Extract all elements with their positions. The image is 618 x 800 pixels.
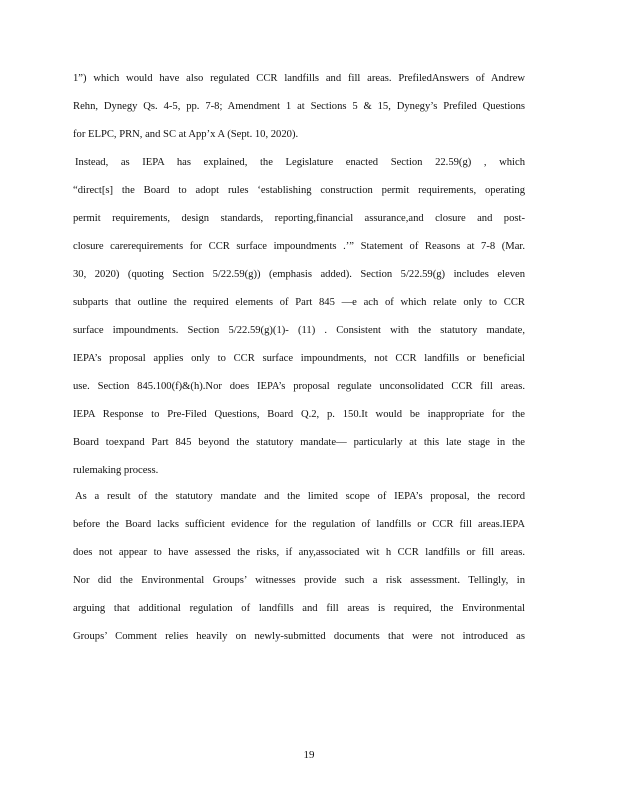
text-line: As a result of the statutory mandate and the limited scope of IEPA’s proposal, the record (75, 491, 525, 502)
text-line: permit requirements, design standards, reporting,financial assurance,and closure and post- (73, 213, 525, 224)
text-line: before the Board lacks sufficient evidence for the regulation of landfills or CCR fill areas.IEPA (73, 519, 525, 530)
page-number: 19 (303, 749, 315, 761)
text-line: use. Section 845.100(f)&(h).Nor does IEPA’s proposal regulate unconsolidated CCR fill areas. (73, 381, 525, 392)
text-line: arguing that additional regulation of landfills and fill areas is required, the Environmental (73, 603, 525, 614)
text-line: does not appear to have assessed the risks, if any,associated wit h CCR landfills or fill areas. (73, 547, 525, 558)
text-line: Instead, as IEPA has explained, the Legislature enacted Section 22.59(g) , which (75, 157, 525, 168)
text-line: Board toexpand Part 845 beyond the statutory mandate— particularly at this late stage in the (73, 437, 525, 448)
text-line: IEPA Response to Pre-Filed Questions, Board Q.2, p. 150.It would be inappropriate for the (73, 409, 525, 420)
text-line: surface impoundments. Section 5/22.59(g)(1)- (11) . Consistent with the statutory mandate, (73, 325, 525, 336)
text-line: for ELPC, PRN, and SC at App’x A (Sept. 10, 2020). (73, 129, 299, 140)
text-line: 30, 2020) (quoting Section 5/22.59(g)) (emphasis added). Section 5/22.59(g) includes eleven (73, 269, 525, 280)
text-line: “direct[s] the Board to adopt rules ‘establishing construction permit requirements, operating (73, 185, 525, 196)
text-line: Groups’ Comment relies heavily on newly-submitted documents that were not introduced as (73, 631, 525, 642)
text-line: closure carerequirements for CCR surface impoundments .’” Statement of Reasons at 7-8 (Mar. (73, 241, 525, 252)
text-line: 1”) which would have also regulated CCR landfills and fill areas. PrefiledAnswers of Andrew (73, 73, 525, 84)
text-line: rulemaking process. (73, 465, 159, 476)
text-line: subparts that outline the required elements of Part 845 —e ach of which relate only to CCR (73, 297, 525, 308)
text-line: IEPA’s proposal applies only to CCR surface impoundments, not CCR landfills or beneficial (73, 353, 525, 364)
text-line: Nor did the Environmental Groups’ witnesses provide such a risk assessment. Tellingly, in (73, 575, 525, 586)
text-line: Rehn, Dynegy Qs. 4-5, pp. 7-8; Amendment 1 at Sections 5 & 15, Dynegy’s Prefiled Questions (73, 101, 525, 112)
